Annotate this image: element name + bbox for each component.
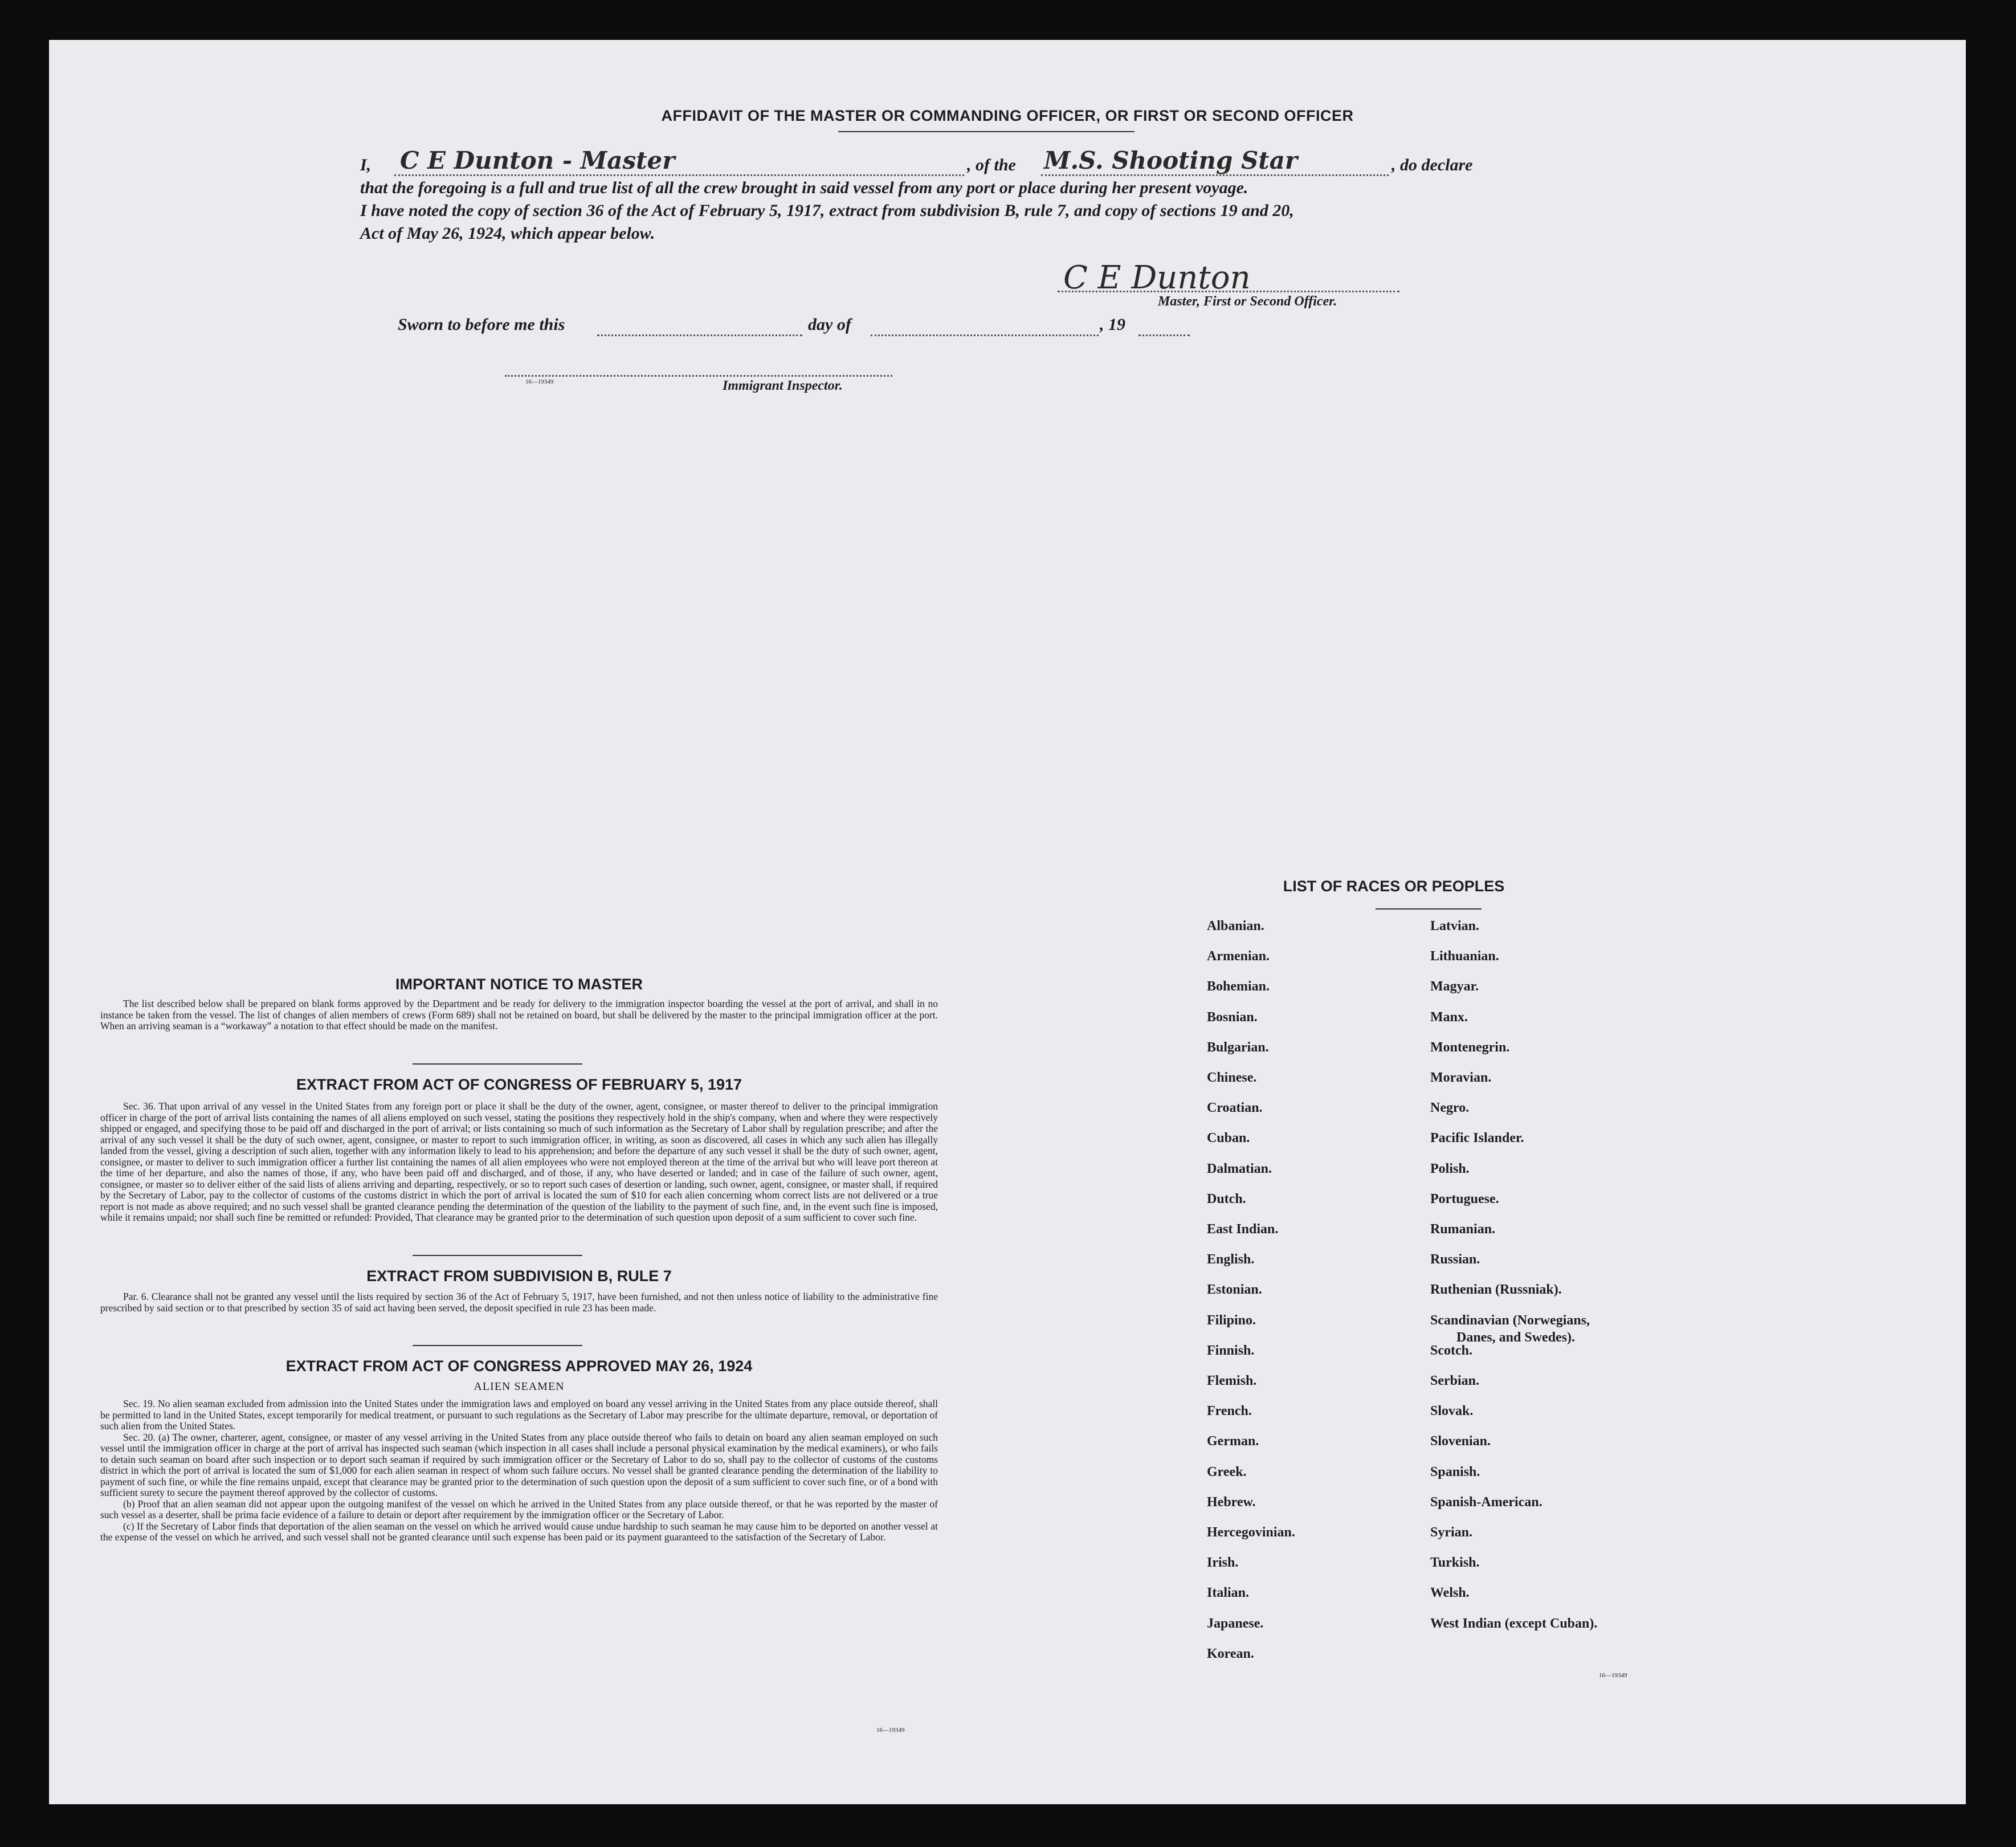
race-item: Scandinavian (Norwegians,: [1430, 1312, 1590, 1328]
sec-20c-paragraph: (c) If the Secretary of Labor finds that deportation of the alien seaman on the vessel on which he arrived would cause undue hardship to such seaman he may cause him to be deported on another vessel at the expense of the vessel on which he arrived, and such vessel shall not be granted clearance until such expense has been paid or its payment guaranteed to the satisfaction of the Secretary of Labor.: [100, 1520, 938, 1543]
document-sheet: [49, 40, 1966, 1804]
affidavit-line-3: I have noted the copy of section 36 of the Act of February 5, 1917, extract from subdivision B, rule 7, and copy of sections 19 and 20,: [360, 201, 1294, 220]
section-rule: [413, 1255, 582, 1256]
race-item: Bohemian.: [1207, 979, 1270, 994]
race-item: Turkish.: [1430, 1555, 1480, 1571]
affidavit-i: I,: [360, 156, 372, 174]
race-item: Spanish.: [1430, 1464, 1480, 1479]
title-rule: [838, 131, 1134, 132]
sec-36-paragraph: Sec. 36. That upon arrival of any vessel in the United States from any foreign port or place it shall be the duty of the owner, agent, consignee, or master thereof to deliver to the principal immigration officer in charge of the port of arrival lists containing the names of all aliens employed on such vessel, stating the positions they respectively hold in the ship's company, when and where they were respectively shipped or engaged, and specifying those to be paid off and discharged in the port of arrival; or lists containing so much of such information as the Secretary of Labor shall by regulation prescribe; and after the arrival of any such vessel it shall be the duty of such owner, agent, consignee, or master to report to such immigration officer, in writing, as soon as discovered, all cases in which any such alien has illegally landed from the vessel, giving a description of such alien, together with any information likely to lead to his apprehension; and before the departure of any such vessel it shall be the duty of such owner, agent, consignee, or master to deliver to such immigration officer a further list containing the names of all alien employees who were not employed thereon at the time of the arrival but who will leave port thereon at the time of her departure, and also the names of those, if any, who have been paid off and discharged, and of those, if any, who have deserted or landed; and in case of the failure of such owner, agent, consignee, or master so to deliver either of the said lists of aliens arriving and departing, respectively, or so to report such cases of desertion or landing, such owner, agent, consignee, or master shall, if required by the Secretary of Labor, pay to the collector of customs of the customs district in which the port of arrival is located the sum of $10 for each alien concerning whom correct lists are not delivered or a true report is not made as above required; and no such vessel shall be granted clearance pending the determination of the question of the liability to the payment of such fine, and, in the event such fine is imposed, while it remains unpaid; nor shall such fine be remitted or refunded: Provided, That clearance may be granted prior to the determination of such question upon deposit of a sum sufficient to cover such fine.: [100, 1100, 938, 1223]
race-item: Montenegrin.: [1430, 1039, 1510, 1055]
race-item: Moravian.: [1430, 1070, 1492, 1085]
race-item: Ruthenian (Russniak).: [1430, 1282, 1562, 1298]
race-item: Rumanian.: [1430, 1222, 1496, 1237]
sworn-month-line: [871, 335, 1099, 336]
sworn-year-line: [1138, 335, 1190, 336]
race-item: Bulgarian.: [1207, 1039, 1269, 1055]
race-item: Estonian.: [1207, 1282, 1262, 1298]
notice-title: IMPORTANT NOTICE TO MASTER: [395, 976, 643, 993]
race-item: Chinese.: [1207, 1070, 1257, 1085]
par-6-paragraph: Par. 6. Clearance shall not be granted any vessel until the lists required by section 36 of the Act of February 5, 1917, have been furnished, and not then unless notice of liability to the administrative fine prescribed by said section or to that prescribed by section 35 of said act having been served, the deposit specified in rule 23 has been made.: [100, 1291, 938, 1314]
notice-body: [100, 998, 938, 1032]
race-item: Cuban.: [1207, 1131, 1250, 1146]
extract-1924-title: EXTRACT FROM ACT OF CONGRESS APPROVED MAY 26, 1924: [285, 1357, 753, 1375]
race-item: Lithuanian.: [1430, 949, 1499, 964]
race-item: Filipino.: [1207, 1312, 1256, 1328]
signature-caption: Master, First or Second Officer.: [1158, 294, 1337, 309]
race-item: Korean.: [1207, 1646, 1254, 1661]
race-item: German.: [1207, 1434, 1259, 1449]
race-item: Spanish-American.: [1430, 1494, 1542, 1510]
race-item: Dalmatian.: [1207, 1161, 1272, 1176]
sworn-year: , 19: [1100, 315, 1125, 334]
race-item: Latvian.: [1430, 919, 1480, 933]
signature-line: [1058, 291, 1399, 292]
race-item: Portuguese.: [1430, 1191, 1499, 1206]
rule-7-title: EXTRACT FROM SUBDIVISION B, RULE 7: [366, 1267, 672, 1285]
race-item: Japanese.: [1207, 1616, 1264, 1631]
race-item: Magyar.: [1430, 979, 1479, 994]
affidavit-paragraph: [360, 146, 1477, 245]
race-item: Danes, and Swedes).: [1456, 1330, 1576, 1345]
section-rule: [413, 1063, 582, 1065]
race-item: Hercegovinian.: [1207, 1525, 1295, 1540]
race-item: Serbian.: [1430, 1373, 1480, 1388]
race-item: Greek.: [1207, 1464, 1247, 1479]
rule-7-body: [100, 1291, 938, 1314]
sworn-day-of: day of: [808, 315, 851, 334]
race-item: Flemish.: [1207, 1373, 1257, 1388]
do-declare-text: , do declare: [1391, 156, 1473, 174]
race-item: Welsh.: [1430, 1585, 1470, 1601]
alien-seamen-subtitle: ALIEN SEAMEN: [474, 1380, 565, 1393]
sworn-line: [398, 315, 1252, 338]
races-title: LIST OF RACES OR PEOPLES: [1283, 878, 1505, 895]
signer-line: [394, 174, 964, 176]
race-item: Croatian.: [1207, 1100, 1263, 1116]
race-item: Slovak.: [1430, 1404, 1474, 1419]
signer-handwritten: C E Dunton - Master: [400, 146, 675, 174]
race-item: Bosnian.: [1207, 1009, 1258, 1025]
race-item: Scotch.: [1430, 1343, 1472, 1358]
races-form-number: 16—19349: [1599, 1672, 1627, 1679]
vessel-handwritten: M.S. Shooting Star: [1044, 146, 1298, 174]
notice-paragraph: The list described below shall be prepared on blank forms approved by the Department and be ready for delivery to the immigration inspector boarding the vessel at the port of arrival, and shall in no instance be taken from the vessel. The list of changes of alien members of crews (Form 689) shall not be retained on board, but shall be delivered by the master to the principal immigration officer at the port. When an arriving seaman is a “workaway” a notation to that effect should be made on the manifest.: [100, 998, 938, 1031]
race-item: Pacific Islander.: [1430, 1131, 1524, 1146]
sec-20b-paragraph: (b) Proof that an alien seaman did not appear upon the outgoing manifest of the vessel on which he arrived in the United States from any place outside thereof, or that he was reported by the master of such vessel as a deserter, shall be prima facie evidence of a failure to detain or deport after requirement by the immigration officer or the Secretary of Labor.: [100, 1498, 938, 1520]
race-item: Hebrew.: [1207, 1494, 1256, 1510]
races-rule: [1376, 908, 1482, 910]
race-item: Dutch.: [1207, 1191, 1246, 1206]
extract-1917-body: [100, 1101, 938, 1224]
race-item: English.: [1207, 1252, 1255, 1267]
race-item: Armenian.: [1207, 949, 1270, 964]
extract-1924-body: [100, 1398, 938, 1543]
race-item: Slovenian.: [1430, 1434, 1491, 1449]
affidavit-form-number: 16—19349: [525, 378, 554, 385]
race-item: Russian.: [1430, 1252, 1480, 1267]
master-signature: C E Dunton: [1063, 259, 1251, 296]
notice-form-number: 16—19349: [876, 1727, 905, 1734]
affidavit-line-4: Act of May 26, 1924, which appear below.: [360, 224, 655, 243]
sec-19-paragraph: Sec. 19. No alien seaman excluded from admission into the United States under the immigration laws and employed on board any vessel arriving in the United States from any place outside thereof, shall be permitted to land in the United States, except temporarily for medical treatment, or pursuant to such regulations as the Secretary of Labor may prescribe for the ultimate departure, removal, or deportation of such alien from the United States.: [100, 1398, 938, 1432]
sec-20a-paragraph: Sec. 20. (a) The owner, charterer, agent, consignee, or master of any vessel arriving in the United States from any place outside thereof who fails to detain on board any alien seaman employed on such vessel until the immigration officer in charge at the port of arrival has inspected such seaman (which inspection in all cases shall include a personal physical examination by the medical examiners), or who fails to detain such seaman on board after such inspection or to deport such seaman if required by such immigration officer or the Secretary of Labor to do so, shall pay to the collector of customs of the customs district in which the port of arrival is located the sum of $1,000 for each alien seaman in respect of whom such failure occurs. No vessel shall be granted clearance pending the determination of the liability to payment of such fine, or while the fine remains unpaid, except that clearance may be granted prior to the determination of such question upon the deposit of a sum sufficient to cover such fine, or of a bond with sufficient surety to secure the payment thereof approved by the collector of customs.: [100, 1431, 938, 1498]
race-item: Irish.: [1207, 1555, 1239, 1571]
race-item: East Indian.: [1207, 1222, 1279, 1237]
affidavit-line-2: that the foregoing is a full and true list of all the crew brought in said vessel from any port or place during her present voyage.: [360, 178, 1248, 197]
section-rule: [413, 1345, 582, 1346]
race-item: West Indian (except Cuban).: [1430, 1616, 1598, 1631]
of-the-text: , of the: [967, 156, 1016, 174]
inspector-line: [505, 375, 892, 377]
sworn-prefix: Sworn to before me this: [398, 315, 565, 334]
race-item: Syrian.: [1430, 1525, 1473, 1540]
race-item: Manx.: [1430, 1009, 1468, 1025]
race-item: Negro.: [1430, 1100, 1470, 1116]
race-item: French.: [1207, 1404, 1252, 1419]
inspector-caption: Immigrant Inspector.: [723, 378, 843, 393]
extract-1917-title: EXTRACT FROM ACT OF CONGRESS OF FEBRUARY 5, 1917: [296, 1076, 742, 1093]
sworn-day-line: [597, 335, 802, 336]
vessel-line: [1041, 174, 1389, 176]
race-item: Polish.: [1430, 1161, 1470, 1176]
affidavit-title: AFFIDAVIT OF THE MASTER OR COMMANDING OFFICER, OR FIRST OR SECOND OFFICER: [661, 107, 1354, 124]
race-item: Finnish.: [1207, 1343, 1255, 1358]
race-item: Italian.: [1207, 1585, 1250, 1601]
race-item: Albanian.: [1207, 919, 1264, 933]
